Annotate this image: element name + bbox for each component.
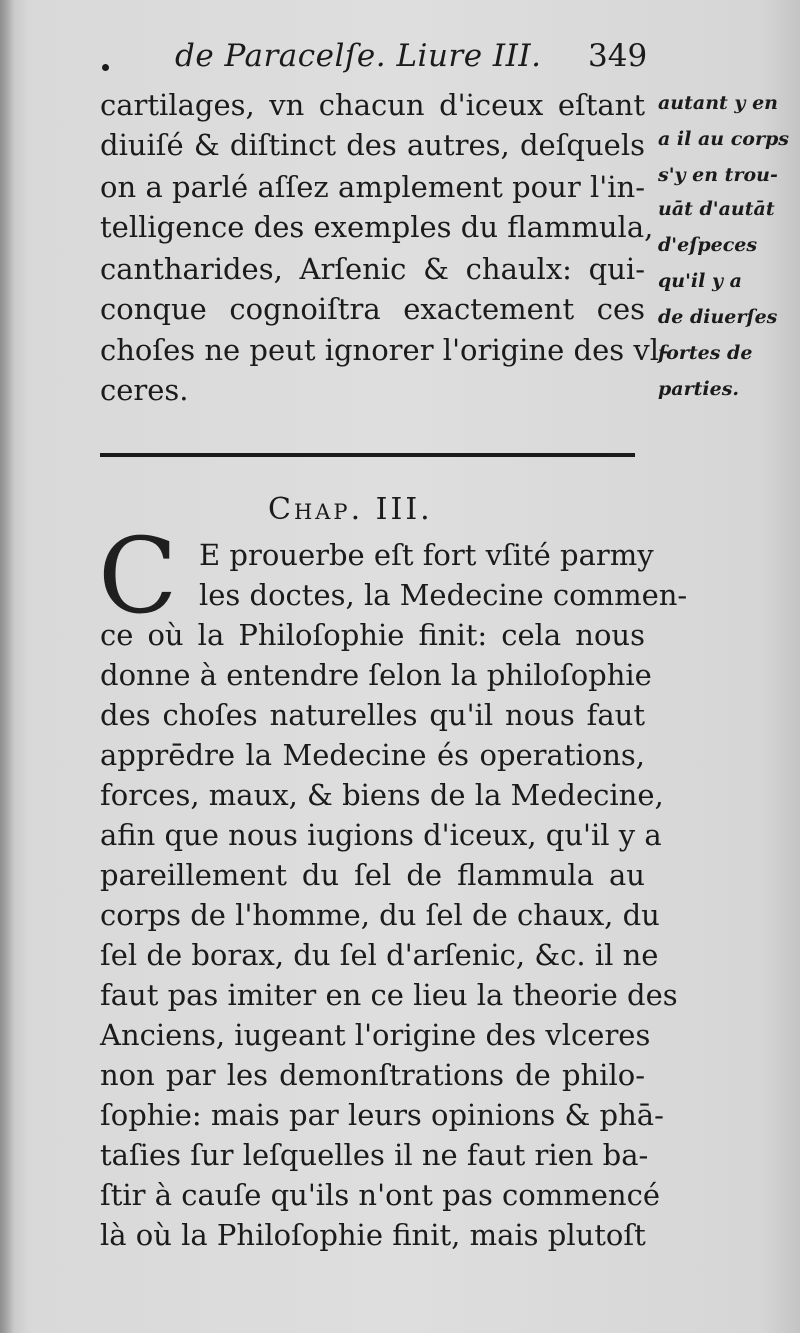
text-line: ſophie: mais par leurs opinions & phā- <box>100 1098 664 1132</box>
margin-note-line: a il au corps <box>658 128 789 150</box>
text-line: on a parlé aſſez amplement pour l'in- <box>100 170 645 204</box>
text-line: diuiſé & diſtinct des autres, deſquels <box>100 128 645 162</box>
text-line: afin que nous iugions d'iceux, qu'il y a <box>100 818 662 852</box>
text-line: ce où la Philoſophie finit: cela nous <box>100 618 645 652</box>
margin-note-line: parties. <box>658 378 740 400</box>
text-line: faut pas imiter en ce lieu la theorie des <box>100 978 678 1012</box>
margin-note-line: uāt d'autāt <box>658 198 775 220</box>
text-line: donne à entendre ſelon la philoſophie <box>100 658 652 692</box>
text-line: forces, maux, & biens de la Medecine, <box>100 778 664 812</box>
text-line: des choſes naturelles qu'il nous faut <box>100 698 645 732</box>
margin-note-line: autant y en <box>658 92 778 114</box>
text-line: pareillement du ſel de flammula au <box>100 858 645 892</box>
text-line: Anciens, iugeant l'origine des vlceres <box>100 1018 651 1052</box>
drop-cap: C <box>98 515 178 637</box>
text-line: cantharides, Arſenic & chaulx: qui- <box>100 252 645 286</box>
text-line: conque cognoiſtra exactement ces <box>100 292 645 326</box>
margin-note-line: qu'il y a <box>658 270 742 292</box>
text-line: telligence des exemples du flammula, <box>100 210 654 244</box>
text-line: E prouerbe eſt fort vſité parmy <box>199 538 654 572</box>
text-line: les doctes, la Medecine commen- <box>199 578 688 612</box>
text-line: ſtir à cauſe qu'ils n'ont pas commencé <box>100 1178 660 1212</box>
text-line: taſies ſur leſquelles il ne faut rien ba- <box>100 1138 649 1172</box>
running-head: de Paracelſe. Liure III. <box>175 38 542 74</box>
margin-note-line: de diuerſes <box>658 306 778 328</box>
text-line: choſes ne peut ignorer l'origine des vl- <box>100 333 669 367</box>
text-line: là où la Philoſophie finit, mais plutoſt <box>100 1218 646 1252</box>
text-line: apprēdre la Medecine és operations, <box>100 738 645 772</box>
text-line: cartilages, vn chacun d'iceux eſtant <box>100 88 645 122</box>
text-line: non par les demonſtrations de philo- <box>100 1058 645 1092</box>
margin-note-line: ſortes de <box>658 342 753 364</box>
text-line: ſel de borax, du ſel d'arſenic, &c. il ne <box>100 938 659 972</box>
text-line: ceres. <box>100 373 189 407</box>
ink-dot <box>102 64 109 71</box>
chapter-heading: Chap. III. <box>268 492 433 527</box>
margin-note-line: d'eſpeces <box>658 234 758 256</box>
page-number: 349 <box>588 38 648 74</box>
section-rule <box>100 453 635 457</box>
margin-note-line: s'y en trou- <box>658 164 778 186</box>
text-line: corps de l'homme, du ſel de chaux, du <box>100 898 660 932</box>
